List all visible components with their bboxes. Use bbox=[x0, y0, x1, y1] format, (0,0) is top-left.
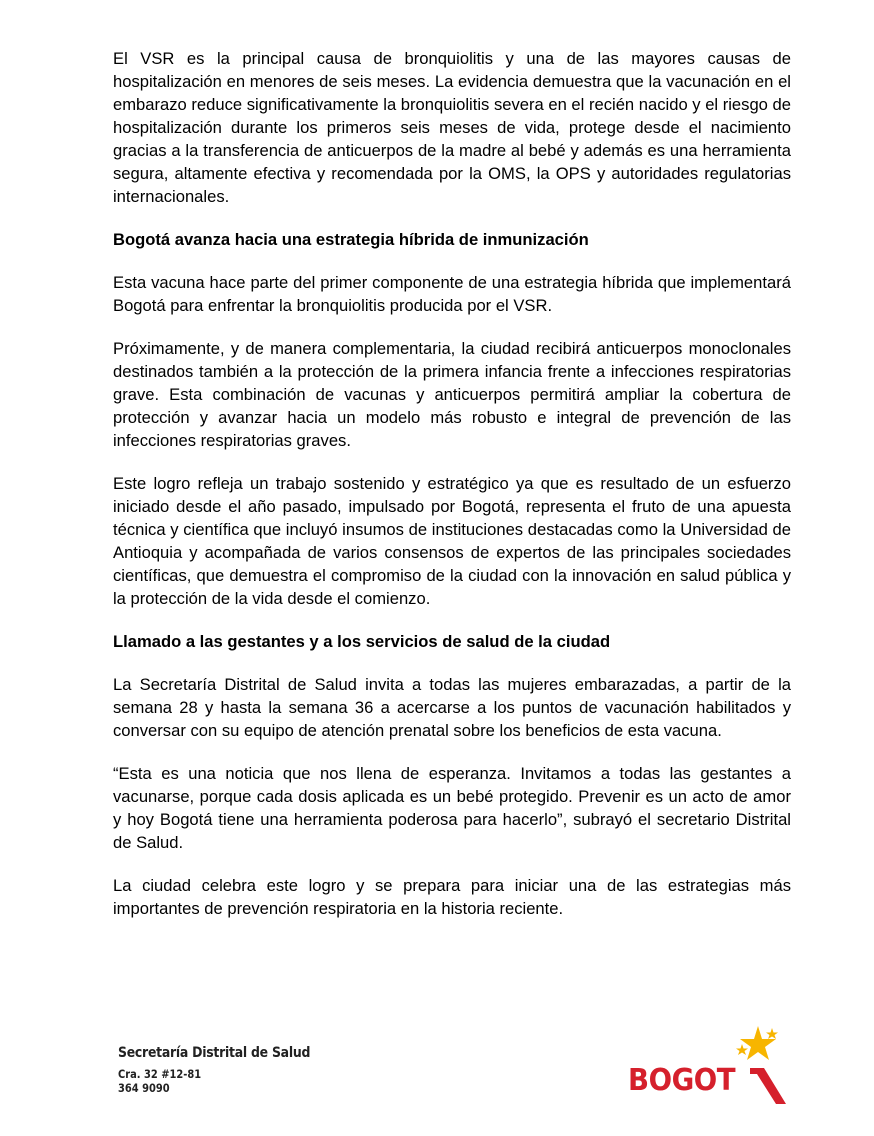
paragraph-achievement: Este logro refleja un trabajo sostenido y estratégico ya que es resultado de un esfuerzo iniciado desde el año pasado, impulsado por Bogotá, representa el fruto de una apuesta técnica y científica que incluyó insumos de instituciones destacadas como la Universidad de Antioquia y acompañada de varios consensos de expertos de las principales sociedades científicas, que demuestra el compromiso de la ciudad con la innovación en salud pública y la protección de la vida desde el comienzo. bbox=[113, 474, 791, 608]
paragraph-invitation: La Secretaría Distrital de Salud invita a todas las mujeres embarazadas, a partir de la semana 28 y hasta la semana 36 a acercarse a los puntos de vacunación habilitados y conversar con su equipo de atención prenatal sobre los beneficios de esta vacuna. bbox=[113, 675, 791, 740]
paragraph-vsr-intro: El VSR es la principal causa de bronquiolitis y una de las mayores causas de hospitalización en menores de seis meses. La evidencia demuestra que la vacunación en el embarazo reduce significativamente la bronquiolitis severa en el recién nacido y el riesgo de hospitalización durante los primeros seis meses de vida, protege desde el nacimiento gracias a la transferencia de anticuerpos de la madre al bebé y además es una herramienta segura, altamente efectiva y recomendada por la OMS, la OPS y autoridades regulatorias internacionales. bbox=[113, 49, 791, 206]
logo-wordmark: BOGOT bbox=[628, 1063, 736, 1098]
stylized-a-icon bbox=[750, 1068, 786, 1104]
paragraph-quote: “Esta es una noticia que nos llena de esperanza. Invitamos a todas las gestantes a vacunarse, porque cada dosis aplicada es un bebé protegido. Prevenir es un acto de amor y hoy Bogotá tiene una herramienta poderosa para hacerlo”, subrayó el secretario Distrital de Salud. bbox=[113, 764, 791, 852]
paragraph-closing: La ciudad celebra este logro y se prepara para iniciar una de las estrategias más importantes de prevención respiratoria en la historia reciente. bbox=[113, 876, 791, 918]
heading-hybrid-strategy: Bogotá avanza hacia una estrategia híbrida de inmunización bbox=[113, 230, 589, 249]
bogota-logo bbox=[626, 1024, 786, 1108]
phone-number: 364 9090 bbox=[118, 1081, 170, 1095]
small-star-left-icon bbox=[736, 1044, 748, 1055]
paragraph-vaccine-component: Esta vacuna hace parte del primer componente de una estrategia híbrida que implementará Bogotá para enfrentar la bronquiolitis producida por el VSR. bbox=[113, 273, 791, 315]
small-star-icon bbox=[766, 1028, 778, 1039]
org-name: Secretaría Distrital de Salud bbox=[118, 1045, 311, 1061]
large-star-icon bbox=[740, 1026, 776, 1060]
footer-contact bbox=[118, 1043, 341, 1095]
address: Cra. 32 #12-81 bbox=[118, 1067, 202, 1081]
heading-call-to-pregnant: Llamado a las gestantes y a los servicios de salud de la ciudad bbox=[113, 632, 611, 651]
document-body bbox=[113, 47, 791, 920]
paragraph-monoclonal-antibodies: Próximamente, y de manera complementaria, la ciudad recibirá anticuerpos monoclonales destinados también a la protección de la primera infancia frente a infecciones respiratorias grave. Esta combinación de vacunas y anticuerpos permitirá ampliar la cobertura de protección y avanzar hacia un modelo más robusto e integral de prevención de las infecciones respiratorias graves. bbox=[113, 339, 791, 450]
